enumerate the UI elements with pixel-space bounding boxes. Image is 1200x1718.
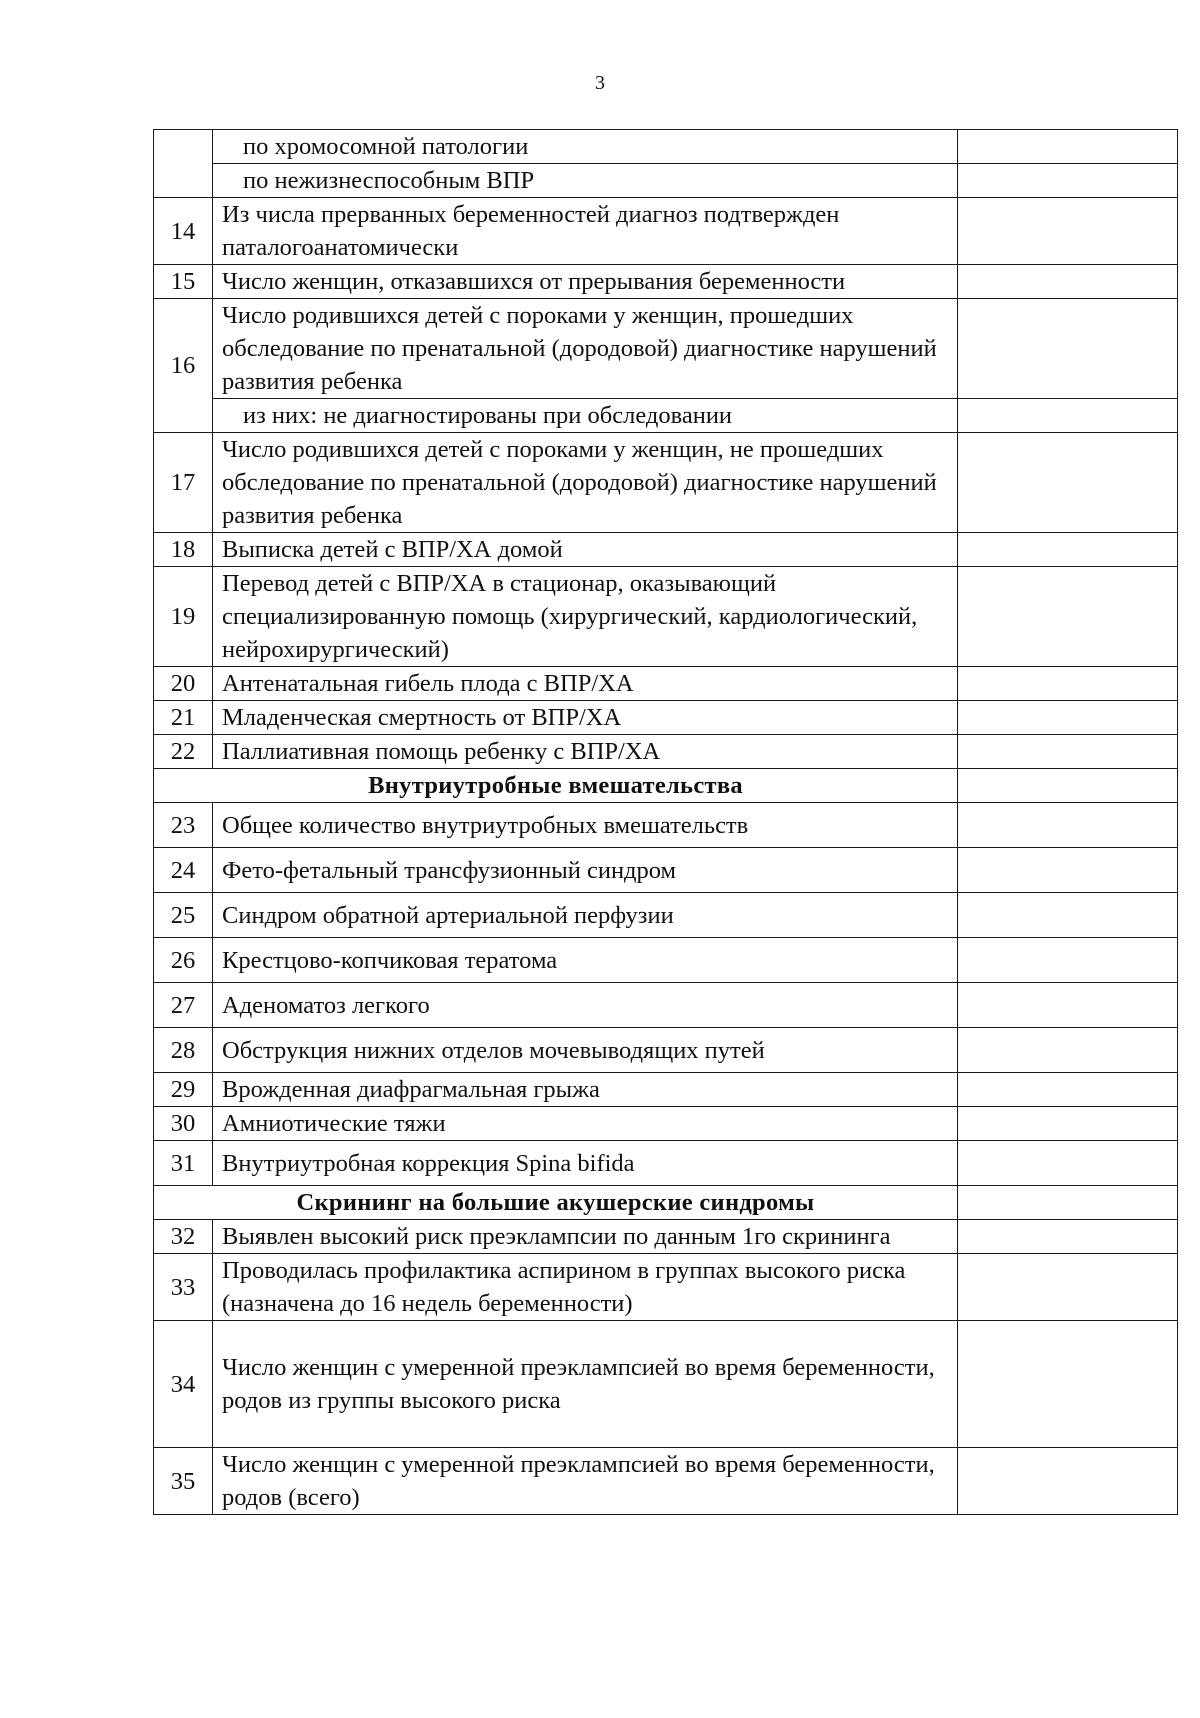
table-row — [154, 1321, 1178, 1448]
table-row — [154, 567, 1178, 667]
value-cell[interactable] — [958, 769, 1178, 803]
row-label: Синдром обратной артериальной перфузии — [213, 893, 958, 938]
row-number: 35 — [154, 1448, 213, 1515]
row-label: Паллиативная помощь ребенку с ВПР/ХА — [213, 735, 958, 769]
table-row — [154, 265, 1178, 299]
row-label: Число родившихся детей с пороками у женщин, прошедших обследование по пренатальной (дородовой) диагностике нарушений развития ребенка — [213, 299, 958, 399]
section-header-row — [154, 769, 1178, 803]
table-row — [154, 803, 1178, 848]
row-label: Младенческая смертность от ВПР/ХА — [213, 701, 958, 735]
value-cell[interactable] — [958, 1220, 1178, 1254]
value-cell[interactable] — [958, 198, 1178, 265]
row-label: Крестцово-копчиковая тератома — [213, 938, 958, 983]
row-label: Число женщин с умеренной преэклампсией во время беременности, родов (всего) — [213, 1448, 958, 1515]
table-row — [154, 701, 1178, 735]
section-title: Внутриутробные вмешательства — [154, 769, 958, 803]
value-cell[interactable] — [958, 938, 1178, 983]
row-label: Число родившихся детей с пороками у женщин, не прошедших обследование по пренатальной (дородовой) диагностике нарушений развития ребенка — [213, 433, 958, 533]
table-row — [154, 848, 1178, 893]
row-label: Аденоматоз легкого — [213, 983, 958, 1028]
table-row — [154, 1107, 1178, 1141]
value-cell[interactable] — [958, 803, 1178, 848]
row-number: 26 — [154, 938, 213, 983]
value-cell[interactable] — [958, 701, 1178, 735]
table-row — [154, 938, 1178, 983]
value-cell[interactable] — [958, 1186, 1178, 1220]
row-number: 29 — [154, 1073, 213, 1107]
row-number: 20 — [154, 667, 213, 701]
row-number: 23 — [154, 803, 213, 848]
table-row — [154, 1141, 1178, 1186]
table-row — [154, 399, 1178, 433]
row-label: Внутриутробная коррекция Spina bifida — [213, 1141, 958, 1186]
value-cell[interactable] — [958, 433, 1178, 533]
value-cell[interactable] — [958, 983, 1178, 1028]
value-cell[interactable] — [958, 299, 1178, 399]
row-label: Антенатальная гибель плода с ВПР/ХА — [213, 667, 958, 701]
value-cell[interactable] — [958, 893, 1178, 938]
value-cell[interactable] — [958, 399, 1178, 433]
value-cell[interactable] — [958, 735, 1178, 769]
table-row — [154, 1028, 1178, 1073]
value-cell[interactable] — [958, 265, 1178, 299]
row-number: 27 — [154, 983, 213, 1028]
row-number: 18 — [154, 533, 213, 567]
row-label: Обструкция нижних отделов мочевыводящих путей — [213, 1028, 958, 1073]
row-number: 28 — [154, 1028, 213, 1073]
row-label: Число женщин, отказавшихся от прерывания беременности — [213, 265, 958, 299]
table-row — [154, 1254, 1178, 1321]
row-label: Число женщин с умеренной преэклампсией во время беременности, родов из группы высокого риска — [213, 1321, 958, 1448]
row-number: 32 — [154, 1220, 213, 1254]
row-number: 30 — [154, 1107, 213, 1141]
value-cell[interactable] — [958, 1254, 1178, 1321]
row-number: 17 — [154, 433, 213, 533]
section-header-row — [154, 1186, 1178, 1220]
value-cell[interactable] — [958, 848, 1178, 893]
row-label: Выписка детей с ВПР/ХА домой — [213, 533, 958, 567]
row-number: 31 — [154, 1141, 213, 1186]
row-number: 33 — [154, 1254, 213, 1321]
row-label: из них: не диагностированы при обследовании — [213, 399, 958, 433]
row-label: Амниотические тяжи — [213, 1107, 958, 1141]
page-number: 3 — [595, 72, 605, 94]
row-label: Общее количество внутриутробных вмешательств — [213, 803, 958, 848]
table-row — [154, 533, 1178, 567]
table-row — [154, 1220, 1178, 1254]
table-row — [154, 433, 1178, 533]
row-label: Проводилась профилактика аспирином в группах высокого риска (назначена до 16 недель беременности) — [213, 1254, 958, 1321]
row-label: по нежизнеспособным ВПР — [213, 164, 958, 198]
section-title: Скрининг на большие акушерские синдромы — [154, 1186, 958, 1220]
row-number: 21 — [154, 701, 213, 735]
report-table — [153, 129, 1178, 1515]
table-row — [154, 1448, 1178, 1515]
table-row — [154, 1073, 1178, 1107]
value-cell[interactable] — [958, 130, 1178, 164]
value-cell[interactable] — [958, 164, 1178, 198]
row-label: Фето-фетальный трансфузионный синдром — [213, 848, 958, 893]
row-number: 25 — [154, 893, 213, 938]
value-cell[interactable] — [958, 533, 1178, 567]
value-cell[interactable] — [958, 1141, 1178, 1186]
row-number — [154, 130, 213, 198]
row-number: 24 — [154, 848, 213, 893]
row-number: 34 — [154, 1321, 213, 1448]
table-row — [154, 735, 1178, 769]
row-label: Врожденная диафрагмальная грыжа — [213, 1073, 958, 1107]
value-cell[interactable] — [958, 567, 1178, 667]
row-label: Из числа прерванных беременностей диагноз подтвержден паталогоанатомически — [213, 198, 958, 265]
table-row — [154, 130, 1178, 164]
table-row — [154, 893, 1178, 938]
value-cell[interactable] — [958, 1321, 1178, 1448]
row-label: Перевод детей с ВПР/ХА в стационар, оказывающий специализированную помощь (хирургический, кардиологический, нейрохирургический) — [213, 567, 958, 667]
table-row — [154, 299, 1178, 399]
row-number: 15 — [154, 265, 213, 299]
table-row — [154, 667, 1178, 701]
value-cell[interactable] — [958, 1448, 1178, 1515]
value-cell[interactable] — [958, 667, 1178, 701]
table-row — [154, 198, 1178, 265]
row-label: по хромосомной патологии — [213, 130, 958, 164]
row-label: Выявлен высокий риск преэклампсии по данным 1го скрининга — [213, 1220, 958, 1254]
row-number: 22 — [154, 735, 213, 769]
table-row — [154, 983, 1178, 1028]
row-number: 14 — [154, 198, 213, 265]
value-cell[interactable] — [958, 1107, 1178, 1141]
value-cell[interactable] — [958, 1028, 1178, 1073]
row-number: 16 — [154, 299, 213, 433]
row-number: 19 — [154, 567, 213, 667]
value-cell[interactable] — [958, 1073, 1178, 1107]
table-row — [154, 164, 1178, 198]
